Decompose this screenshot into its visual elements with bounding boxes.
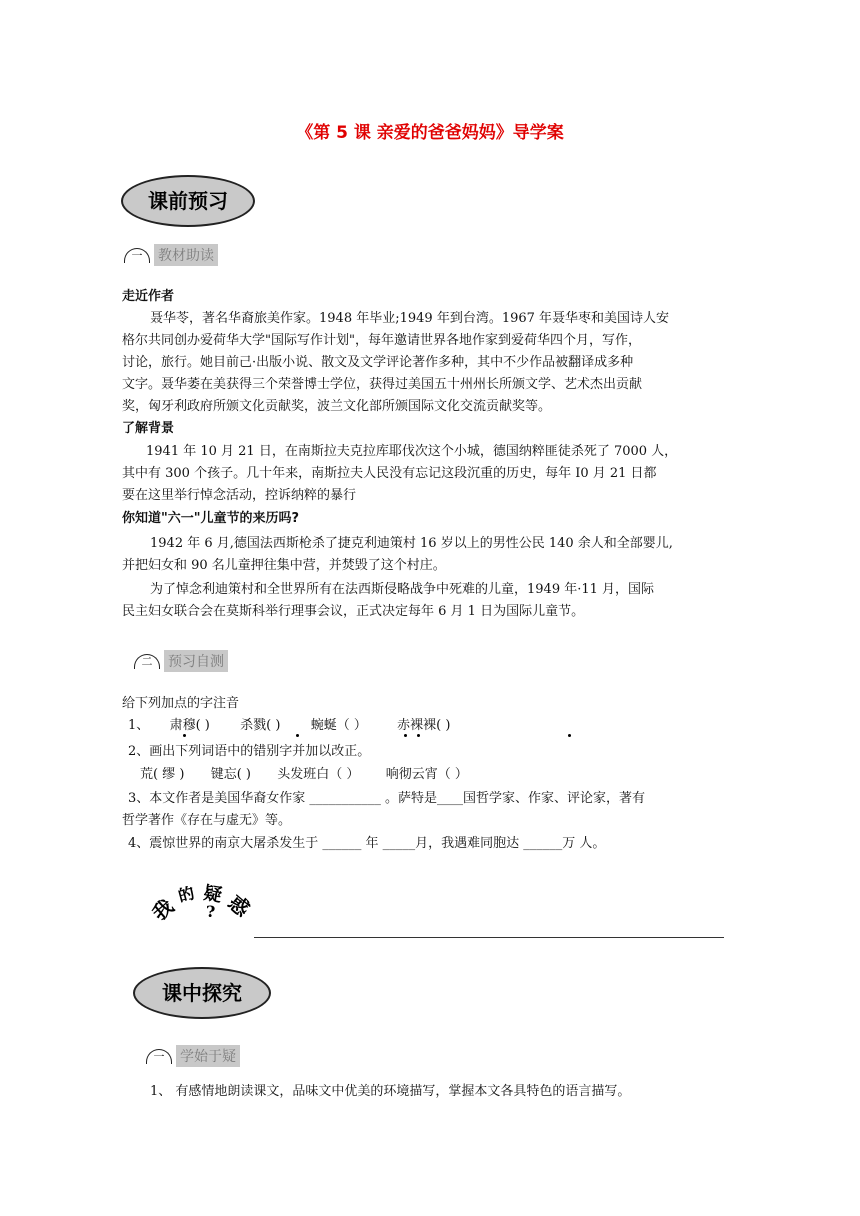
subsection-label: 学始于疑 [176, 1045, 240, 1067]
heading-author: 走近作者 [122, 289, 175, 304]
subsection-number: 一 [146, 1049, 172, 1064]
doubt-char: 我 [147, 894, 179, 926]
typo-word: 键忘( ) [210, 767, 251, 782]
heading-childrens-day: 你知道"六一"儿童节的来历吗? [122, 511, 300, 526]
doubt-char: 疑 [202, 882, 224, 907]
subsection-number: 二 [134, 654, 160, 669]
author-line: 文字。聂华萎在美获得三个荣誉博士学位，获得过美国五十州州长所颁文学、艺术杰出贡献 [122, 377, 643, 392]
author-line: 讨论，旅行。她目前己·出版小说、散文及文学评论著作多种，其中不少作品被翻译成多种 [122, 355, 634, 370]
section-oval-preview [121, 175, 255, 227]
section-oval-label: 课中探究 [162, 981, 242, 1005]
doubt-answer-line [254, 937, 724, 938]
quiz-item-3-line2: 哲学著作《存在与虚无》等。 [122, 813, 292, 828]
pinyin-word: 杀戮( ) [240, 718, 281, 733]
subsection-learning-begins-with-doubt [146, 1045, 240, 1067]
childrens-day-line: 1942 年 6 月,德国法西斯枪杀了捷克利迪策村 16 岁以上的男性公民 140 余人和全部婴儿, [150, 536, 673, 551]
pinyin-word: 赤裸裸( ) [397, 718, 451, 733]
doubt-char: 惑 [223, 890, 255, 922]
typo-word: 头发班白（ ） [277, 767, 360, 782]
section-oval-label: 课前预习 [148, 189, 228, 213]
quiz-item-1 [128, 715, 744, 737]
heading-background: 了解背景 [122, 421, 175, 436]
author-line: 聂华苓，著名华裔旅美作家。1948 年毕业;1949 年到台湾。1967 年聂华枣和美国诗人安 [150, 311, 670, 326]
emphasis-dot [417, 734, 420, 737]
childrens-day-line: 为了悼念利迪策村和全世界所有在法西斯侵略战争中死难的儿童，1949 年·11 月，国际 [150, 582, 655, 597]
doubt-wordart [148, 880, 258, 930]
emphasis-dot [296, 734, 299, 737]
typo-word: 响彻云宵（ ） [385, 767, 468, 782]
subsection-number: 一 [124, 248, 150, 263]
author-line: 奖，匈牙利政府所颁文化贡献奖，波兰文化部所颁国际文化交流贡献奖等。 [122, 399, 552, 414]
quiz-item-2-words [140, 764, 756, 786]
section-oval-in-class [133, 967, 271, 1019]
subsection-textbook-reading [124, 244, 218, 266]
childrens-day-line: 并把妇女和 90 名儿童押往集中营，并焚毁了这个村庄。 [122, 558, 446, 573]
emphasis-dot [568, 734, 571, 737]
quiz-item-3-line1: 3、本文作者是美国华裔女作家 ___________ 。萨特是____国哲学家、作家、评论家，著有 [128, 791, 646, 806]
subsection-label: 预习自测 [164, 650, 228, 672]
pinyin-word: 蜿蜒（ ） [310, 718, 367, 733]
doubt-char: ? [206, 902, 216, 921]
activity-item-1: 1、 有感情地朗读课文，品味文中优美的环境描写，掌握本文各具特色的语言描写。 [150, 1084, 631, 1099]
emphasis-dot [404, 734, 407, 737]
quiz-intro: 给下列加点的字注音 [122, 696, 240, 711]
subsection-preview-test [134, 650, 228, 672]
quiz-item-4: 4、震惊世界的南京大屠杀发生于 ______ 年 _____月，我遇难同胞达 ______万 人。 [128, 836, 606, 851]
quiz-item-2: 2、画出下列词语中的错别字并加以改正。 [128, 744, 371, 759]
background-line: 1941 年 10 月 21 日，在南斯拉夫克拉库耶伐次这个小城，德国纳粹匪徒杀死了 7000 人， [146, 444, 678, 459]
background-line: 其中有 300 个孩子。几十年来，南斯拉夫人民没有忘记这段沉重的历史，每年 I0 月 21 日都 [122, 466, 657, 481]
pinyin-word: 肃穆( ) [169, 718, 210, 733]
subsection-label: 教材助读 [154, 244, 218, 266]
childrens-day-line: 民主妇女联合会在莫斯科举行理事会议，正式决定每年 6 月 1 日为国际儿童节。 [122, 604, 585, 619]
quiz-item-number: 1、 [128, 718, 150, 733]
typo-word: 荒( 缪 ) [140, 767, 185, 782]
doubt-char: 的 [176, 883, 197, 906]
background-line: 要在这里举行悼念活动，控诉纳粹的暴行 [122, 488, 357, 503]
emphasis-dot [183, 734, 186, 737]
page-title: 《第 5 课 亲爱的爸爸妈妈》导学案 [296, 123, 564, 143]
author-line: 格尔共同创办爱荷华大学"国际写作计划"，每年邀请世界各地作家到爱荷华四个月，写作， [122, 333, 641, 348]
